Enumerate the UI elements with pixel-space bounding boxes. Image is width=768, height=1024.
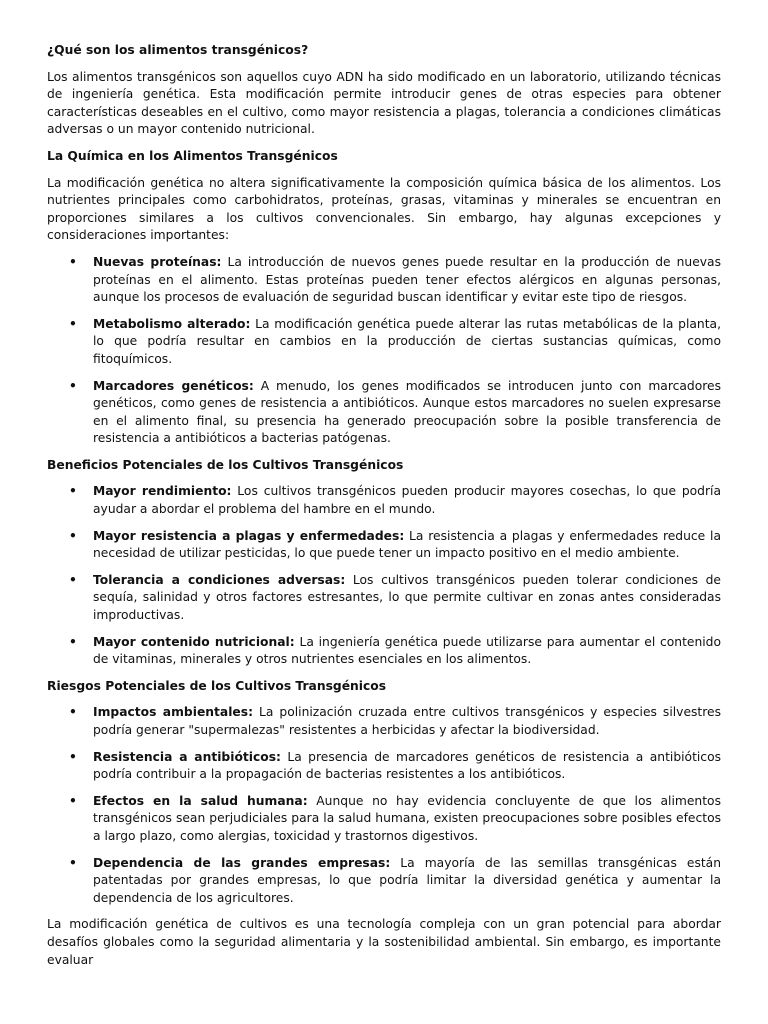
item-term: Tolerancia a condiciones adversas:	[93, 572, 346, 587]
bullet-icon: •	[69, 705, 77, 720]
bullet-list	[47, 254, 721, 448]
section-heading: Beneficios Potenciales de los Cultivos Transgénicos	[47, 457, 404, 472]
item-term: Resistencia a antibióticos:	[93, 749, 281, 764]
item-term: Marcadores genéticos:	[93, 378, 254, 393]
section-paragraph: Los alimentos transgénicos son aquellos cuyo ADN ha sido modificado en un laboratorio, utilizando técnicas de ingeniería genética. Esta modificación permite introducir genes de otras especies para obtener características deseables en el cultivo, como mayor resistencia a plagas, tolerancia a condiciones climáticas adversas o un mayor contenido nutricional.	[47, 69, 721, 137]
list-item	[47, 572, 721, 625]
list-item	[47, 793, 721, 846]
list-item	[47, 634, 721, 669]
item-term: Mayor contenido nutricional:	[93, 634, 295, 649]
item-text: La resistencia a plagas y enfermedades reduce la necesidad de utilizar pesticidas, lo que puede tener un impacto positivo en el medio ambiente.	[93, 528, 721, 561]
item-term: Dependencia de las grandes empresas:	[93, 855, 391, 870]
bullet-icon: •	[69, 316, 77, 331]
item-term: Mayor rendimiento:	[93, 484, 232, 499]
section-heading: ¿Qué son los alimentos transgénicos?	[47, 43, 309, 57]
item-text: Aunque no hay evidencia concluyente de que los alimentos transgénicos sean perjudiciales para la salud humana, existen preocupaciones sobre posibles efectos a largo plazo, como alergias, toxicidad y trastornos digestivos.	[93, 793, 721, 843]
bullet-icon: •	[69, 855, 77, 870]
list-item	[47, 749, 721, 784]
bullet-icon: •	[69, 572, 77, 587]
bullet-icon: •	[69, 793, 77, 808]
item-term: Mayor resistencia a plagas y enfermedades:	[93, 528, 405, 543]
list-item	[47, 704, 721, 739]
item-text: La introducción de nuevos genes puede resultar en la producción de nuevas proteínas en el alimento. Estas proteínas pueden tener efectos alérgicos en algunas personas, aunque los procesos de evaluación de seguridad buscan identificar y evitar este tipo de riesgos.	[93, 254, 722, 305]
bullet-icon: •	[69, 378, 77, 393]
item-term: Efectos en la salud humana:	[93, 793, 308, 808]
list-item	[47, 316, 721, 369]
list-item	[47, 528, 721, 563]
item-term: Impactos ambientales:	[93, 705, 254, 720]
bullet-icon: •	[69, 254, 77, 269]
bullet-list	[47, 483, 721, 668]
bullet-icon: •	[69, 484, 77, 499]
item-text: La modificación genética puede alterar las rutas metabólicas de la planta, lo que podría resultar en cambios en la producción de ciertas sustancias químicas, como fitoquímicos.	[93, 316, 721, 366]
bullet-icon: •	[69, 634, 77, 649]
item-term: Nuevas proteínas:	[93, 254, 222, 269]
bullet-list	[47, 704, 721, 907]
document-page	[47, 42, 721, 978]
section-heading: La Química en los Alimentos Transgénicos	[47, 148, 338, 163]
item-term: Metabolismo alterado:	[93, 316, 251, 331]
closing-paragraph: La modificación genética de cultivos es una tecnología compleja con un gran potencial para abordar desafíos globales como la seguridad alimentaria y la sostenibilidad ambiental. Sin embargo, es importante evaluar	[47, 917, 721, 967]
item-text: La presencia de marcadores genéticos de resistencia a antibióticos podría contribuir a la propagación de bacterias resistentes a los antibióticos.	[93, 749, 721, 782]
item-text: Los cultivos transgénicos pueden tolerar condiciones de sequía, salinidad y otros factores estresantes, lo que permite cultivar en zonas antes consideradas improductivas.	[93, 572, 721, 623]
list-item	[47, 483, 721, 518]
item-text: La polinización cruzada entre cultivos transgénicos y especies silvestres podría generar "supermalezas" resistentes a herbicidas y afectar la biodiversidad.	[93, 705, 721, 737]
list-item	[47, 855, 721, 908]
item-text: La ingeniería genética puede utilizarse para aumentar el contenido de vitaminas, minerales y otros nutrientes esenciales en los alimentos.	[93, 634, 721, 667]
section-heading: Riesgos Potenciales de los Cultivos Transgénicos	[47, 678, 387, 693]
bullet-icon: •	[69, 749, 77, 764]
item-text: A menudo, los genes modificados se introducen junto con marcadores genéticos, como genes de resistencia a antibióticos. Aunque estos marcadores no suelen expresarse en el alimento final, su presencia ha generado preocupación sobre la posible transferencia de resistencia a antibióticos a bacterias patógenas.	[93, 378, 722, 446]
item-text: La mayoría de las semillas transgénicas están patentadas por grandes empresas, lo que podría limitar la diversidad genética y aumentar la dependencia de los agricultores.	[93, 855, 721, 905]
list-item	[47, 254, 721, 307]
section-paragraph: La modificación genética no altera significativamente la composición química básica de los alimentos. Los nutrientes principales como carbohidratos, proteínas, grasas, vitaminas y minerales se encuentran en proporciones similares a los cultivos convencionales. Sin embargo, hay algunas excepciones y consideraciones importantes:	[47, 175, 721, 243]
item-text: Los cultivos transgénicos pueden producir mayores cosechas, lo que podría ayudar a abordar el problema del hambre en el mundo.	[93, 484, 721, 517]
list-item	[47, 378, 721, 448]
bullet-icon: •	[69, 528, 77, 543]
